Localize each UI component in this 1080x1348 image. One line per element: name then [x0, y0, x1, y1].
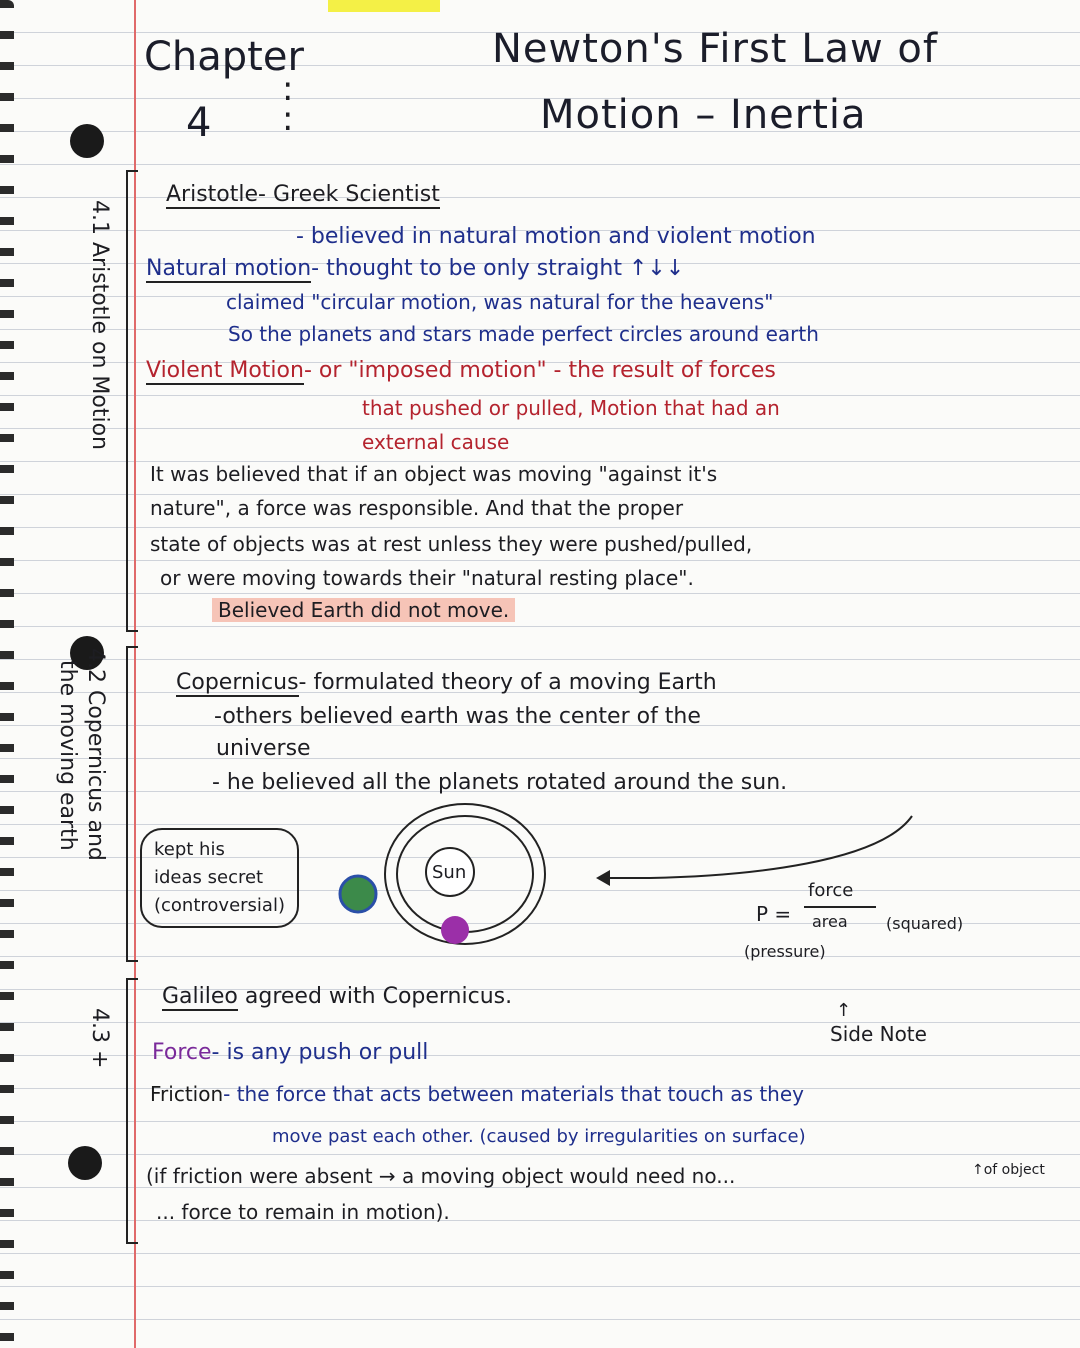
cloud-note-line: kept his — [154, 839, 225, 860]
formula-fraction-bar — [804, 906, 876, 908]
sun-label: Sun — [432, 862, 467, 883]
binder-hole — [70, 124, 104, 158]
friction-note-line: ... force to remain in motion). — [156, 1200, 450, 1224]
copernicus-line: -others believed earth was the center of the — [214, 704, 701, 729]
aristotle-heading: Aristotle- Greek Scientist — [166, 182, 440, 207]
natural-motion-line: Natural motion- thought to be only straight ↑↓↓ — [146, 256, 685, 281]
copernicus-line: Copernicus- formulated theory of a moving Earth — [176, 670, 717, 695]
copernicus-line: - he believed all the planets rotated around the sun. — [212, 770, 788, 795]
page-title-line2: Motion – Inertia — [540, 92, 867, 138]
arrow-curve — [650, 812, 920, 882]
friction-definition: Friction- the force that acts between materials that touch as they — [150, 1082, 804, 1106]
aristotle-line: that pushed or pulled, Motion that had an — [362, 396, 780, 420]
aristotle-paragraph-line: It was believed that if an object was moving "against it's — [150, 462, 718, 486]
aristotle-line: external cause — [362, 430, 510, 454]
chapter-colon: : : — [282, 69, 294, 139]
earth-icon — [340, 876, 376, 912]
violent-motion-line: Violent Motion- or "imposed motion" - the result of forces — [146, 358, 776, 383]
cloud-note-line: ideas secret — [154, 867, 264, 888]
spiral-binding — [0, 0, 14, 1348]
margin-section-4-2-line2: the moving earth — [55, 660, 80, 851]
cloud-note-line: (controversial) — [154, 895, 285, 916]
aristotle-paragraph-line: nature", a force was responsible. And that the proper — [150, 496, 684, 520]
highlighter-mark — [328, 0, 440, 12]
arrow-curve-path — [650, 816, 912, 878]
margin-section-4-1: 4.1 Aristotle on Motion — [87, 200, 112, 450]
force-definition: Force- is any push or pull — [152, 1040, 429, 1065]
page-title-line1: Newton's First Law of — [492, 26, 938, 72]
friction-definition-cont: move past each other. (caused by irregularities on surface) — [272, 1126, 806, 1147]
chapter-number: 4 — [186, 100, 212, 146]
formula-denominator: area — [812, 912, 848, 931]
section-bracket — [126, 170, 138, 632]
galileo-line: Galileo agreed with Copernicus. — [162, 984, 513, 1009]
planet-icon — [441, 916, 469, 944]
aristotle-line: - believed in natural motion and violent motion — [296, 224, 816, 249]
aristotle-highlight-line: Believed Earth did not move. — [212, 598, 515, 622]
side-note-label: Side Note — [830, 1022, 927, 1046]
margin-section-4-3: 4.3 + — [87, 1008, 112, 1069]
binder-hole — [68, 1146, 102, 1180]
aristotle-paragraph-line: state of objects was at rest unless they were pushed/pulled, — [150, 532, 753, 556]
aristotle-line: So the planets and stars made perfect circles around earth — [228, 322, 819, 346]
copernicus-line: universe — [216, 736, 311, 761]
formula-squared-note: (squared) — [886, 914, 964, 933]
pointer-arrowhead — [596, 870, 610, 886]
chapter-label: Chapter — [144, 34, 304, 80]
formula-pressure-label: (pressure) — [744, 942, 826, 961]
cloud-note — [140, 828, 299, 928]
section-bracket — [126, 646, 138, 962]
formula-equals: P = — [756, 902, 792, 926]
side-note-arrow: ↑ — [836, 1000, 852, 1021]
margin-section-4-2-line1: 4.2 Copernicus and — [83, 648, 108, 861]
aristotle-paragraph-line: or were moving towards their "natural resting place". — [160, 566, 694, 590]
formula-numerator: force — [808, 880, 854, 901]
aristotle-line: claimed "circular motion, was natural for the heavens" — [226, 290, 774, 314]
friction-note-aside: ↑of object — [972, 1162, 1045, 1178]
friction-note-line: (if friction were absent → a moving object would need no... — [146, 1164, 736, 1188]
heliocentric-diagram — [320, 800, 650, 960]
section-bracket — [126, 978, 138, 1244]
